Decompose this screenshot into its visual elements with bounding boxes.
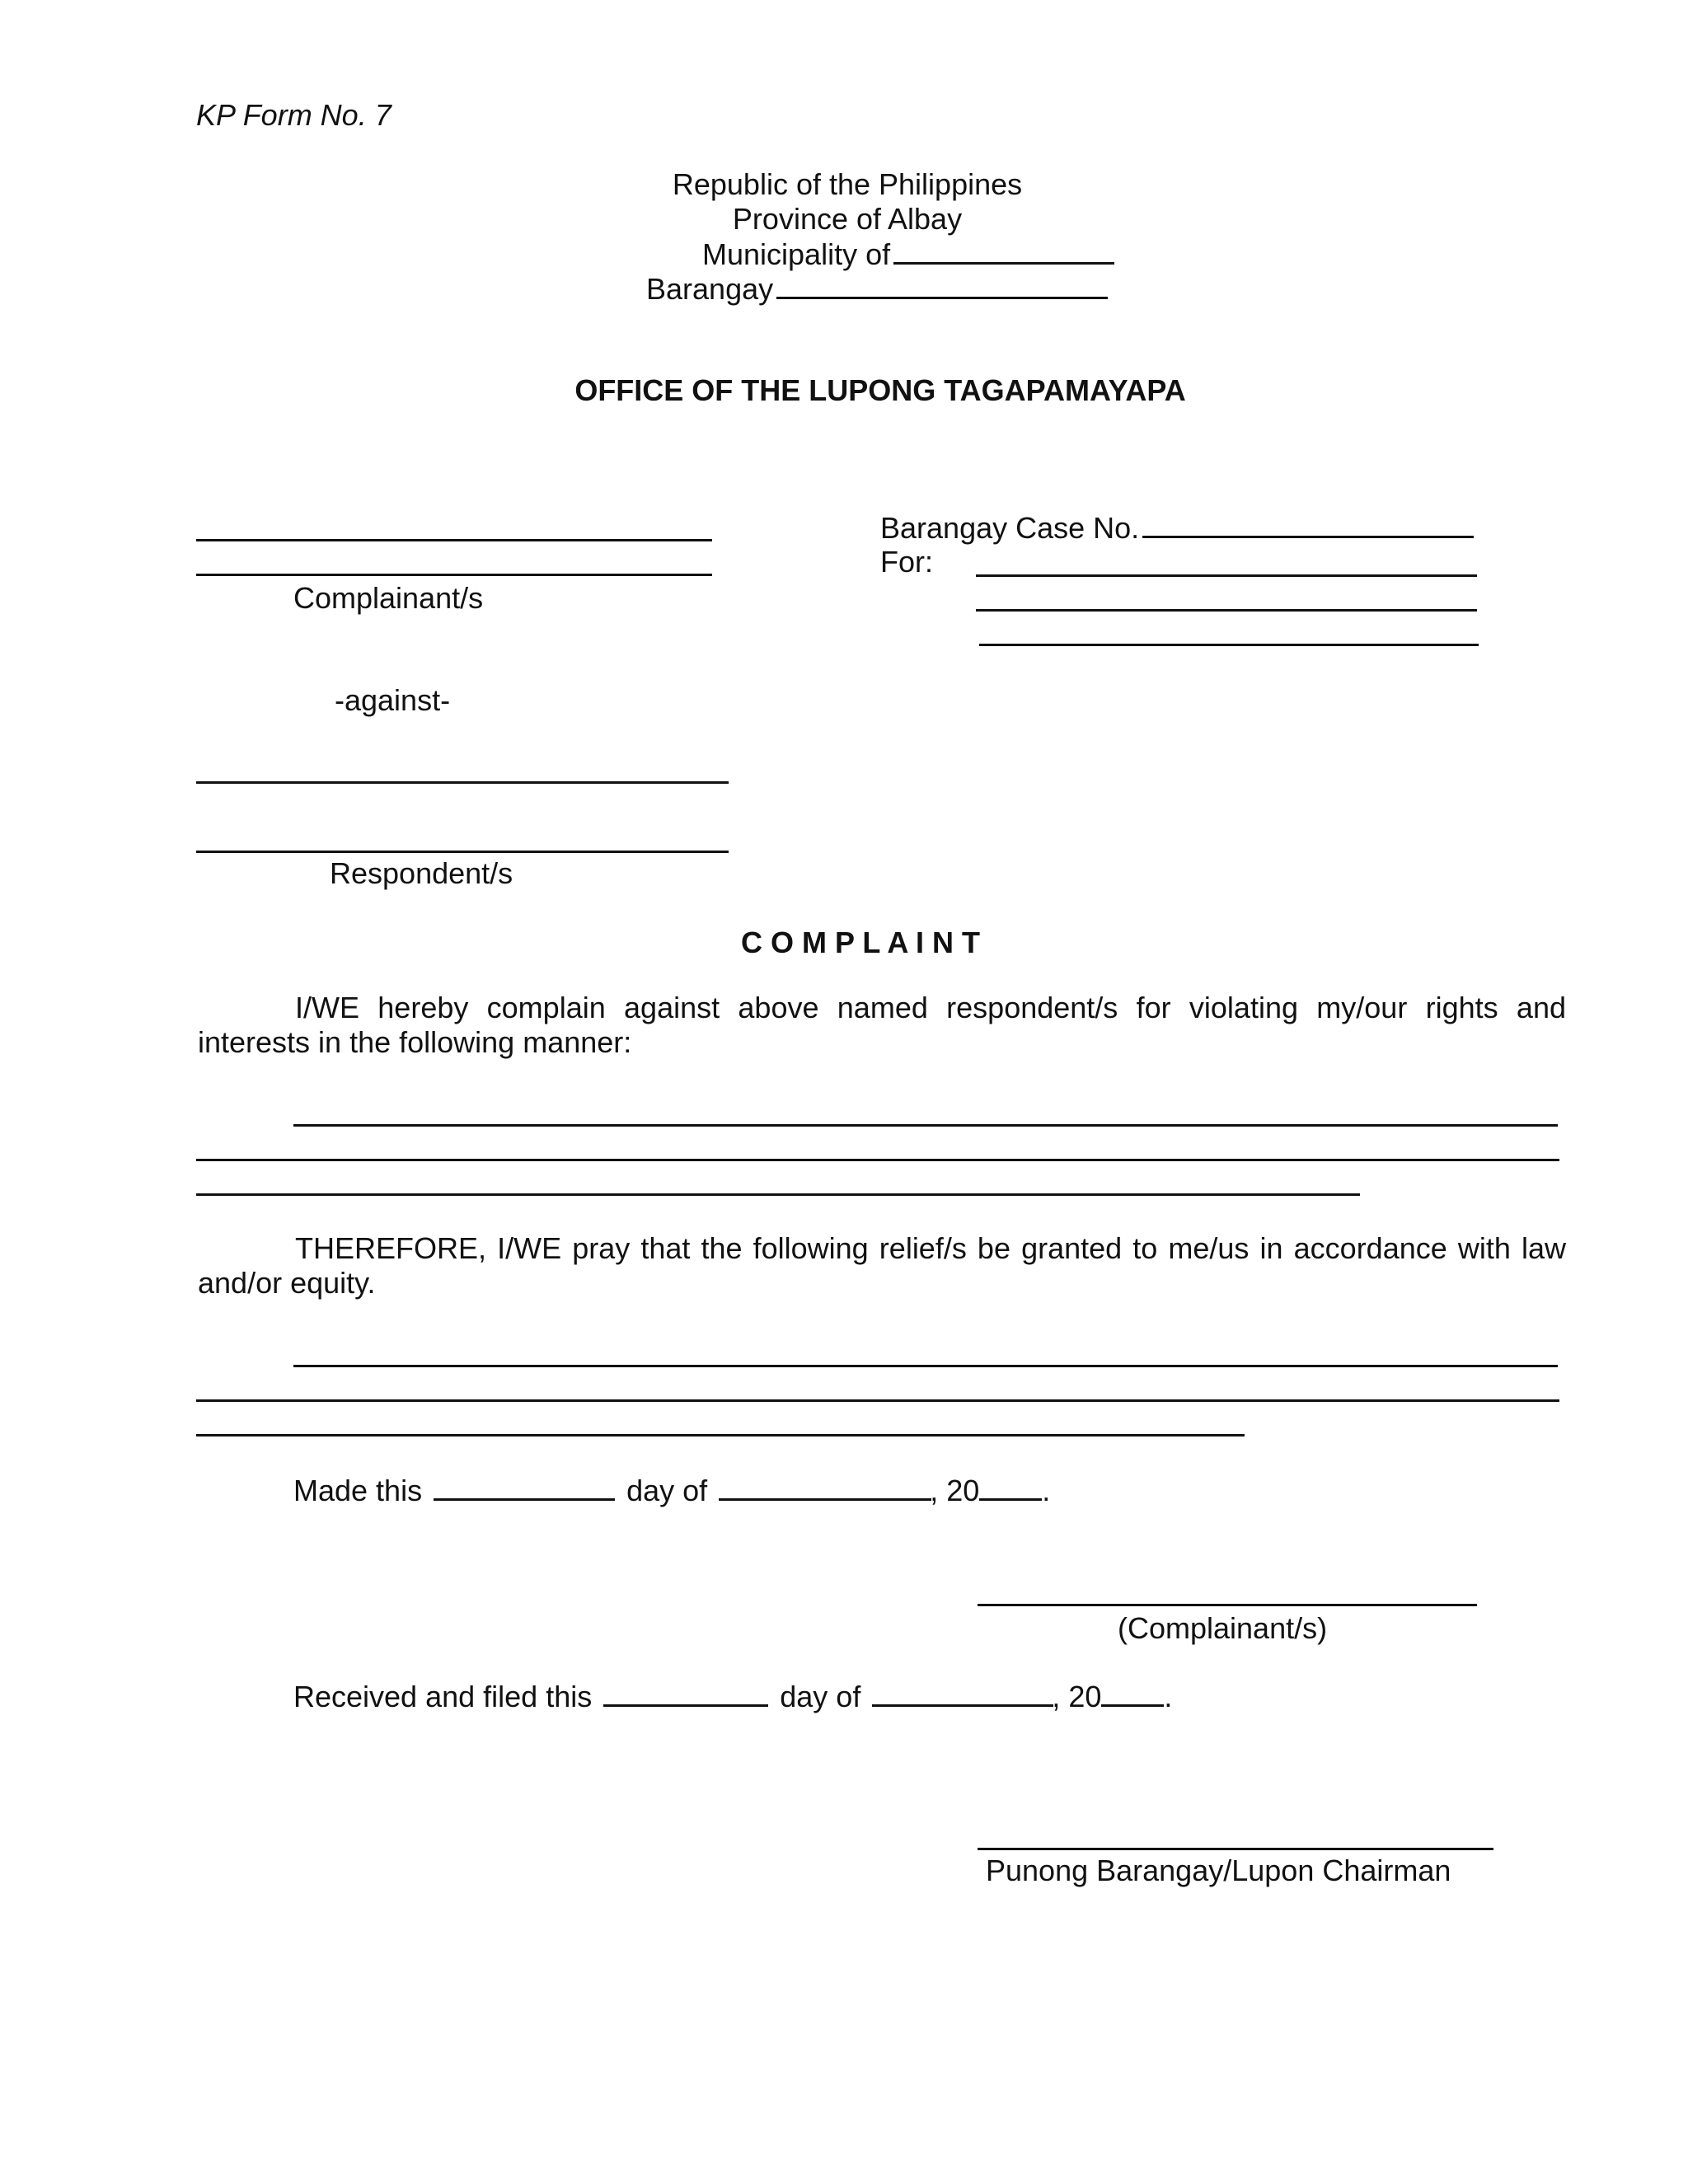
made-day-of: day of bbox=[626, 1474, 708, 1507]
barangay-row bbox=[646, 270, 1111, 307]
case-no-field[interactable] bbox=[1142, 509, 1474, 538]
for-line-1[interactable] bbox=[976, 574, 1477, 577]
received-month-field[interactable] bbox=[872, 1678, 1053, 1707]
complaint-detail-line-2[interactable] bbox=[196, 1159, 1559, 1161]
complainant-signature-line[interactable] bbox=[978, 1604, 1477, 1606]
municipality-field[interactable] bbox=[893, 236, 1114, 265]
received-prefix: Received and filed this bbox=[293, 1680, 593, 1713]
for-label: For: bbox=[880, 545, 934, 579]
chairman-signature-line[interactable] bbox=[978, 1848, 1493, 1850]
received-year-prefix: , 20 bbox=[1052, 1680, 1102, 1713]
header-republic: Republic of the Philippines bbox=[672, 167, 1023, 201]
complaint-detail-line-3[interactable] bbox=[196, 1193, 1360, 1196]
received-row bbox=[293, 1678, 1172, 1714]
municipality-row bbox=[702, 236, 1118, 272]
made-year-field[interactable] bbox=[979, 1472, 1042, 1501]
made-prefix: Made this bbox=[293, 1474, 423, 1507]
barangay-field[interactable] bbox=[776, 270, 1108, 299]
office-title: OFFICE OF THE LUPONG TAGAPAMAYAPA bbox=[574, 373, 1186, 407]
header-province: Province of Albay bbox=[732, 202, 963, 236]
made-month-field[interactable] bbox=[719, 1472, 931, 1501]
made-row bbox=[293, 1472, 1050, 1508]
complainant-label: Complainant/s bbox=[293, 581, 484, 615]
form-number: KP Form No. 7 bbox=[196, 98, 392, 132]
made-end: . bbox=[1042, 1474, 1051, 1507]
received-year-field[interactable] bbox=[1101, 1678, 1164, 1707]
respondent-label: Respondent/s bbox=[330, 856, 513, 890]
case-no-row bbox=[880, 509, 1477, 546]
complaint-title: C O M P L A I N T bbox=[740, 926, 981, 959]
received-day-of: day of bbox=[780, 1680, 861, 1713]
complaint-paragraph: I/WE hereby complain against above named respondent/s for violating my/our rights and interests in the following manner: bbox=[198, 991, 1566, 1059]
received-day-field[interactable] bbox=[603, 1678, 768, 1707]
complaint-detail-line-1[interactable] bbox=[293, 1124, 1558, 1127]
barangay-label: Barangay bbox=[646, 272, 774, 306]
therefore-paragraph: THEREFORE, I/WE pray that the following relief/s be granted to me/us in accordance with law and/or equity. bbox=[198, 1231, 1566, 1300]
relief-line-3[interactable] bbox=[196, 1434, 1245, 1436]
case-no-label: Barangay Case No. bbox=[880, 511, 1140, 545]
complainant-line-2[interactable] bbox=[196, 574, 712, 576]
relief-line-2[interactable] bbox=[196, 1399, 1559, 1402]
made-day-field[interactable] bbox=[434, 1472, 615, 1501]
chairman-signature-label: Punong Barangay/Lupon Chairman bbox=[986, 1854, 1451, 1887]
municipality-label: Municipality of bbox=[702, 237, 891, 271]
respondent-line-1[interactable] bbox=[196, 781, 729, 784]
received-end: . bbox=[1164, 1680, 1173, 1713]
complainant-signature-label: (Complainant/s) bbox=[1118, 1611, 1328, 1645]
made-year-prefix: , 20 bbox=[930, 1474, 980, 1507]
against-label: -against- bbox=[335, 683, 451, 717]
respondent-line-2[interactable] bbox=[196, 851, 729, 853]
complainant-line-1[interactable] bbox=[196, 539, 712, 541]
for-line-2[interactable] bbox=[976, 609, 1477, 612]
relief-line-1[interactable] bbox=[293, 1365, 1558, 1367]
for-line-3[interactable] bbox=[979, 644, 1479, 646]
